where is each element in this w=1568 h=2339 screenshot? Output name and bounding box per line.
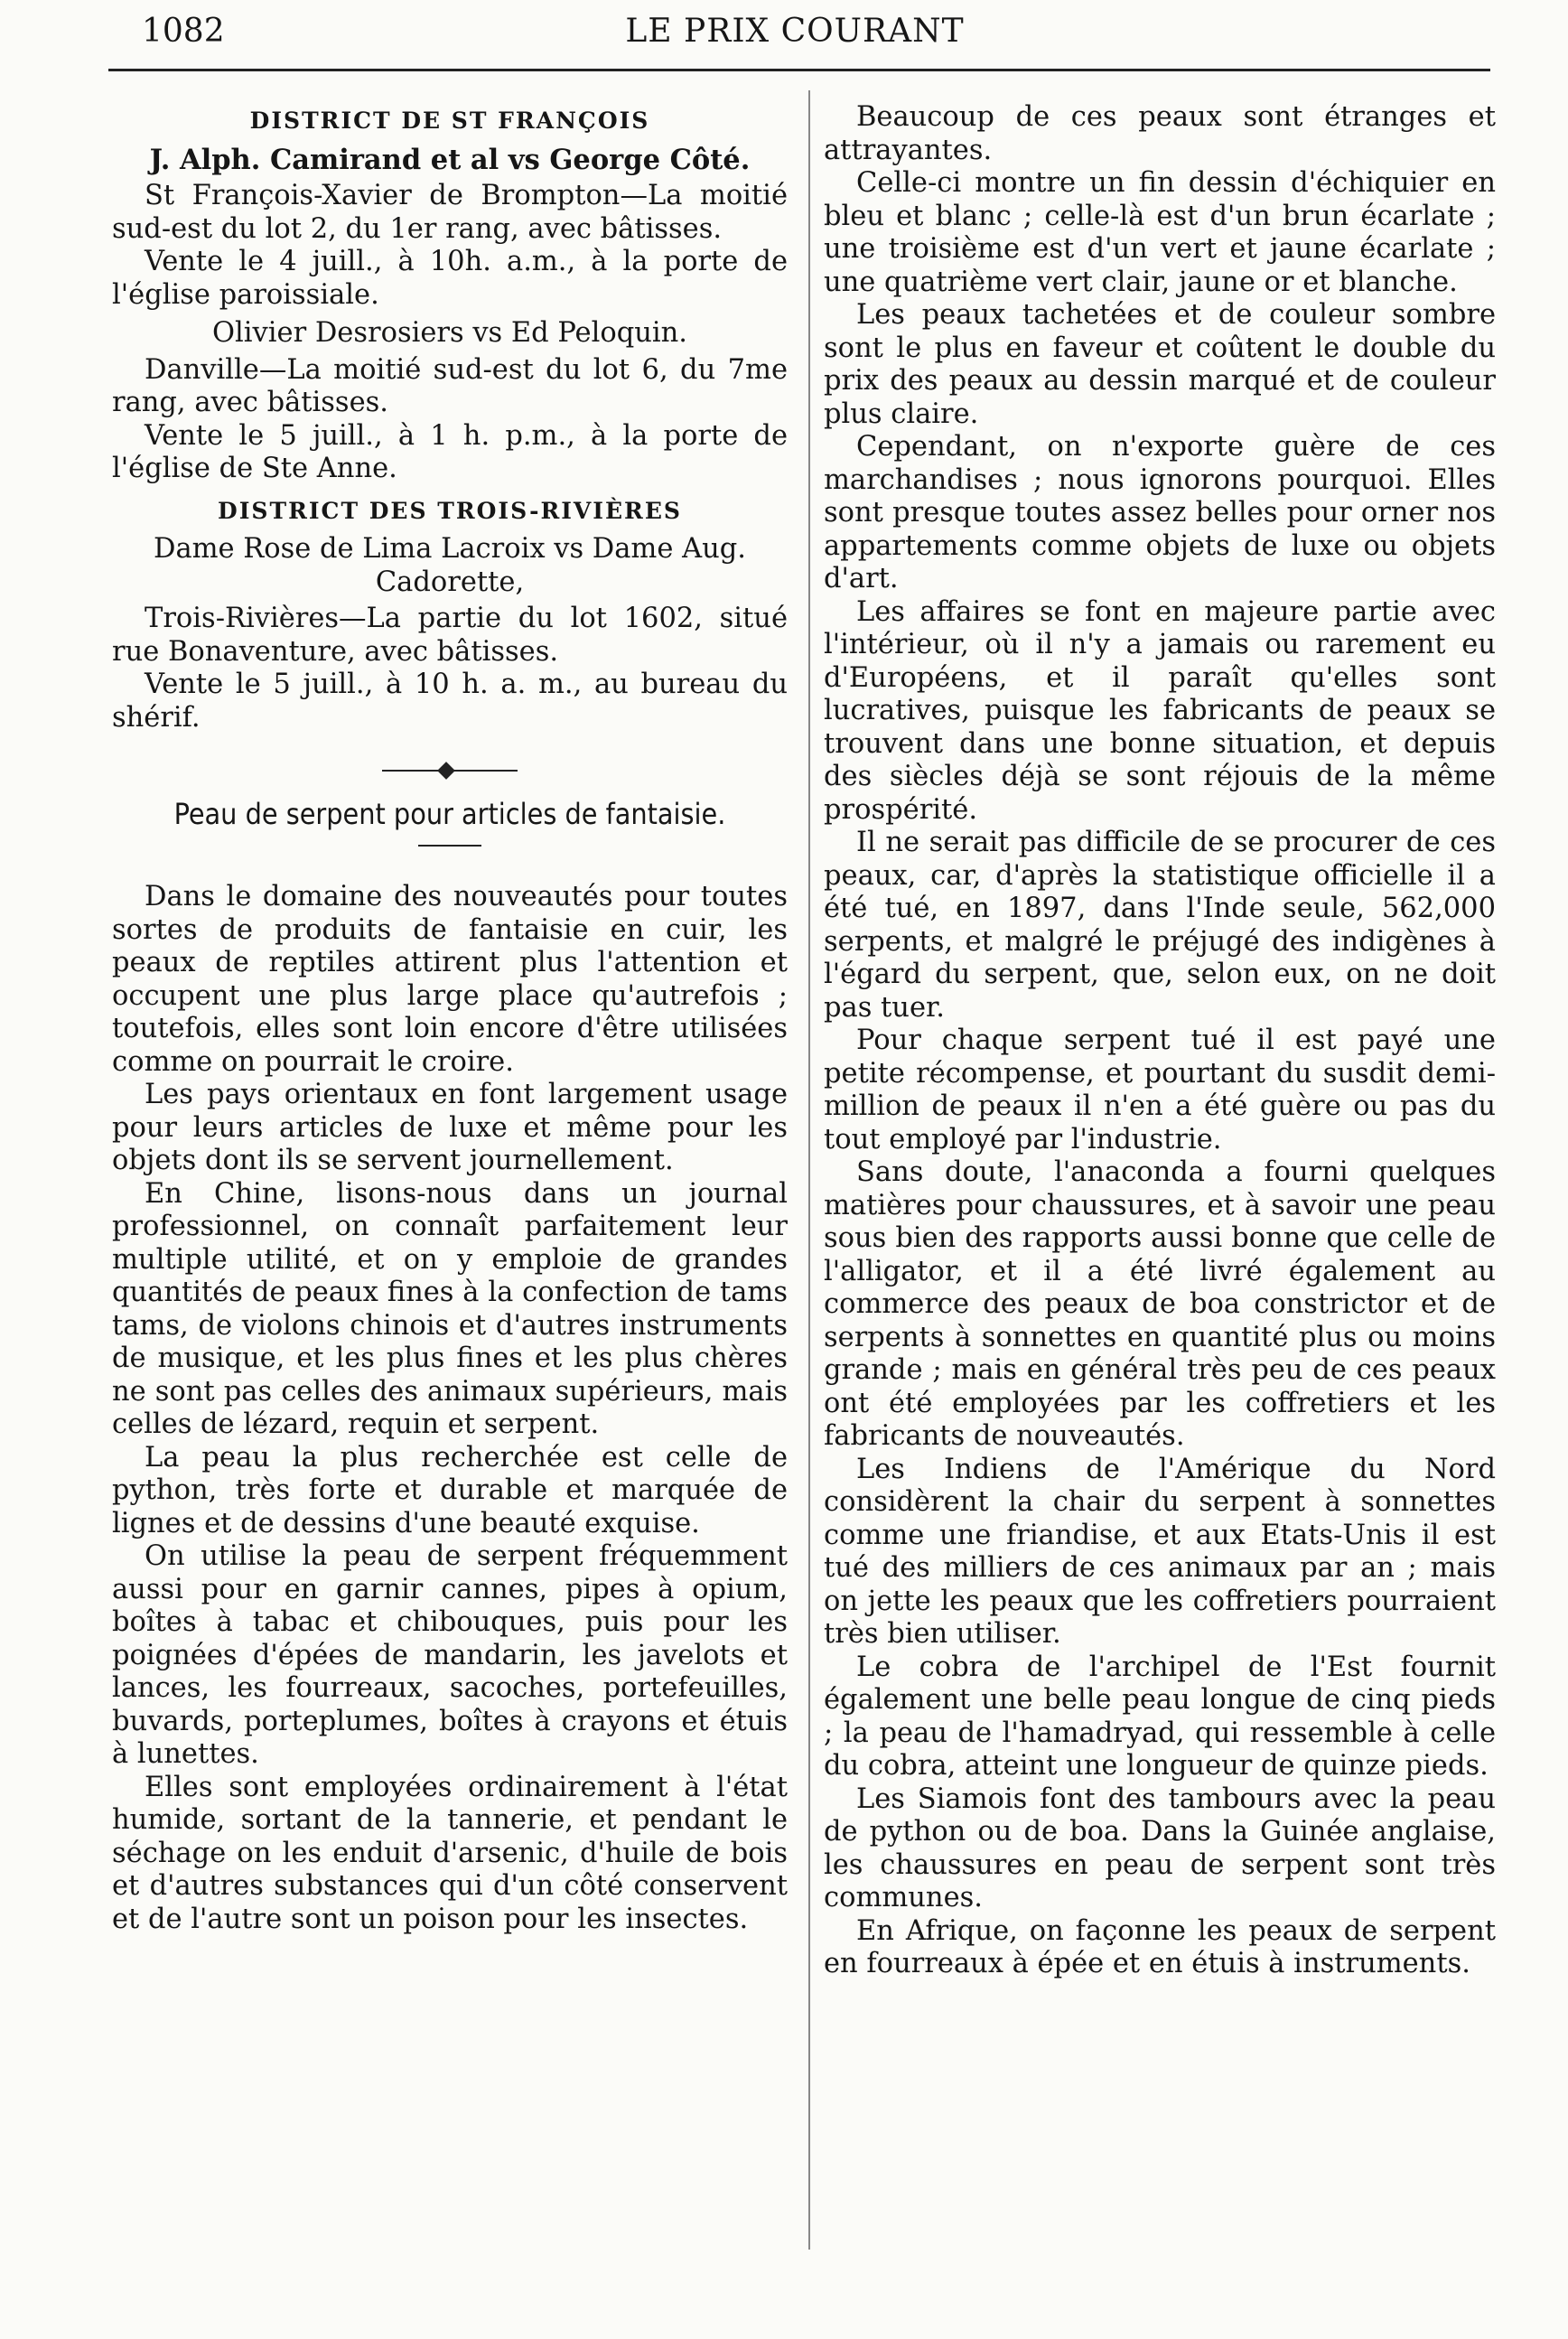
- article-paragraph: Elles sont employées ordinairement à l'état humide, sortant de la tannerie, et pendant le séchage on les enduit d'arsenic, d'huile de bois et d'autres substances qui d'un côté conservent et de l'autre sont un poison pour les insectes.: [112, 1771, 788, 1935]
- case-sale: Vente le 5 juill., à 10 h. a. m., au bureau du shérif.: [112, 669, 788, 734]
- article-paragraph: Les affaires se font en majeure partie avec l'intérieur, où il n'y a jamais ou rarement eu d'Européens, et il paraît qu'elles sont lucratives, puisque les fabricants de peaux se trouvent dans une bonne situation, et depuis des siècles déjà se sont réjouis de la même prospérité.: [824, 595, 1496, 826]
- case-property: Trois-Rivières—La partie du lot 1602, situé rue Bonaventure, avec bâtisses.: [112, 603, 788, 668]
- district-heading: DISTRICT DES TROIS-RIVIÈRES: [218, 497, 682, 524]
- column-rule: [808, 90, 810, 2250]
- article-paragraph: La peau la plus recherchée est celle de python, très forte et durable et marquée de lignes et de dessins d'une beauté exquise.: [112, 1441, 788, 1539]
- header-rule: [108, 69, 1490, 71]
- title-rule: [418, 845, 481, 847]
- article-paragraph: Les Siamois font des tambours avec la peau de python ou de boa. Dans la Guinée anglaise, les chaussures en peau de serpent sont très communes.: [824, 1782, 1496, 1913]
- article-paragraph: Cependant, on n'exporte guère de ces marchandises ; nous ignorons pourquoi. Elles sont presque toutes assez belles pour orner nos appartements comme objets de luxe ou objets d'art.: [824, 431, 1496, 594]
- running-title: LE PRIX COURANT: [625, 13, 965, 50]
- article-paragraph: Dans le domaine des nouveautés pour toutes sortes de produits de fantaisie en cuir, les peaux de reptiles attirent plus l'attention et occupent une plus large place qu'autrefois ; toutefois, elles sont loin encore d'être utilisées comme on pourrait le croire.: [112, 881, 788, 1078]
- article-paragraph: Pour chaque serpent tué il est payé une petite récompense, et pourtant du susdit demi-million de peaux il n'en a été guère ou pas du tout employé par l'industrie.: [824, 1024, 1496, 1155]
- case-parties: Dame Rose de Lima Lacroix vs Dame Aug. Cadorette,: [154, 533, 746, 598]
- article-paragraph: Les peaux tachetées et de couleur sombre sont le plus en faveur et coûtent le double du prix des peaux au dessin marqué et de couleur plus claire.: [824, 299, 1496, 430]
- left-column: [112, 101, 788, 1936]
- separator-ornament: [437, 762, 455, 780]
- article-paragraph: Les pays orientaux en font largement usage pour leurs articles de luxe et même pour les objets dont ils se servent journellement.: [112, 1079, 788, 1176]
- article-paragraph: Les Indiens de l'Amérique du Nord considèrent la chair du serpent à sonnettes comme une friandise, et aux Etats-Unis il est tué des milliers de ces animaux par an ; mais on jette les peaux que les coffretiers pourraient très bien utiliser.: [824, 1453, 1496, 1650]
- case-property: St François-Xavier de Brompton—La moitié sud-est du lot 2, du 1er rang, avec bâtisses.: [112, 180, 788, 245]
- page-number: 1082: [142, 13, 225, 50]
- article-paragraph: Sans doute, l'anaconda a fourni quelques matières pour chaussures, et à savoir une peau sous bien des rapports aussi bonne que celle de l'alligator, et il a été livré également au commerce des peaux de boa constrictor et de serpents à sonnettes en quantité plus ou moins grande ; mais en général très peu de ces peaux ont été employées par les coffretiers et les fabricants de nouveautés.: [824, 1156, 1496, 1452]
- article-paragraph: On utilise la peau de serpent fréquemment aussi pour en garnir cannes, pipes à opium, boîtes à tabac et chibouques, puis pour les poignées d'épées de mandarin, les javelots et lances, les fourreaux, sacoches, portefeuilles, buvards, porteplumes, boîtes à crayons et étuis à lunettes.: [112, 1540, 788, 1770]
- article-paragraph: En Chine, lisons-nous dans un journal professionnel, on connaît parfaitement leur multiple utilité, et on y emploie de grandes quantités de peaux fines à la confection de tams tams, de violons chinois et d'autres instruments de musique, et les plus fines et les plus chères ne sont pas celles des animaux supérieurs, mais celles de lézard, requin et serpent.: [112, 1177, 788, 1440]
- article-paragraph: En Afrique, on façonne les peaux de serpent en fourreaux à épée et en étuis à instruments.: [824, 1914, 1496, 1979]
- article-title: Peau de serpent pour articles de fantaisie.: [173, 797, 726, 831]
- right-column: [824, 101, 1496, 1981]
- page-header: [0, 9, 1568, 60]
- case-property: Danville—La moitié sud-est du lot 6, du 7me rang, avec bâtisses.: [112, 353, 788, 418]
- article-paragraph: Beaucoup de ces peaux sont étranges et attrayantes.: [824, 101, 1496, 166]
- article-paragraph: Il ne serait pas difficile de se procurer de ces peaux, car, d'après la statistique officielle il a été tué, en 1897, dans l'Inde seule, 562,000 serpents, et malgré le préjugé des indigènes à l'égard du serpent, que, selon eux, on ne doit pas tuer.: [824, 827, 1496, 1024]
- section-separator: [382, 765, 518, 776]
- case-parties: J. Alph. Camirand et al vs George Côté.: [149, 143, 751, 176]
- article-paragraph: Le cobra de l'archipel de l'Est fournit également une belle peau longue de cinq pieds ; la peau de l'hamadryad, qui ressemble à celle du cobra, atteint une longueur de quinze pieds.: [824, 1651, 1496, 1782]
- district-heading: DISTRICT DE ST FRANÇOIS: [249, 108, 650, 134]
- article-paragraph: Celle-ci montre un fin dessin d'échiquier en bleu et blanc ; celle-là est d'un brun écarlate ; une troisième est d'un vert et jaune écarlate ; une quatrième vert clair, jaune or et blanche.: [824, 167, 1496, 298]
- case-sale: Vente le 4 juill., à 10h. a.m., à la porte de l'église paroissiale.: [112, 246, 788, 311]
- case-sale: Vente le 5 juill., à 1 h. p.m., à la porte de l'église de Ste Anne.: [112, 419, 788, 484]
- case-parties: Olivier Desrosiers vs Ed Peloquin.: [212, 317, 687, 349]
